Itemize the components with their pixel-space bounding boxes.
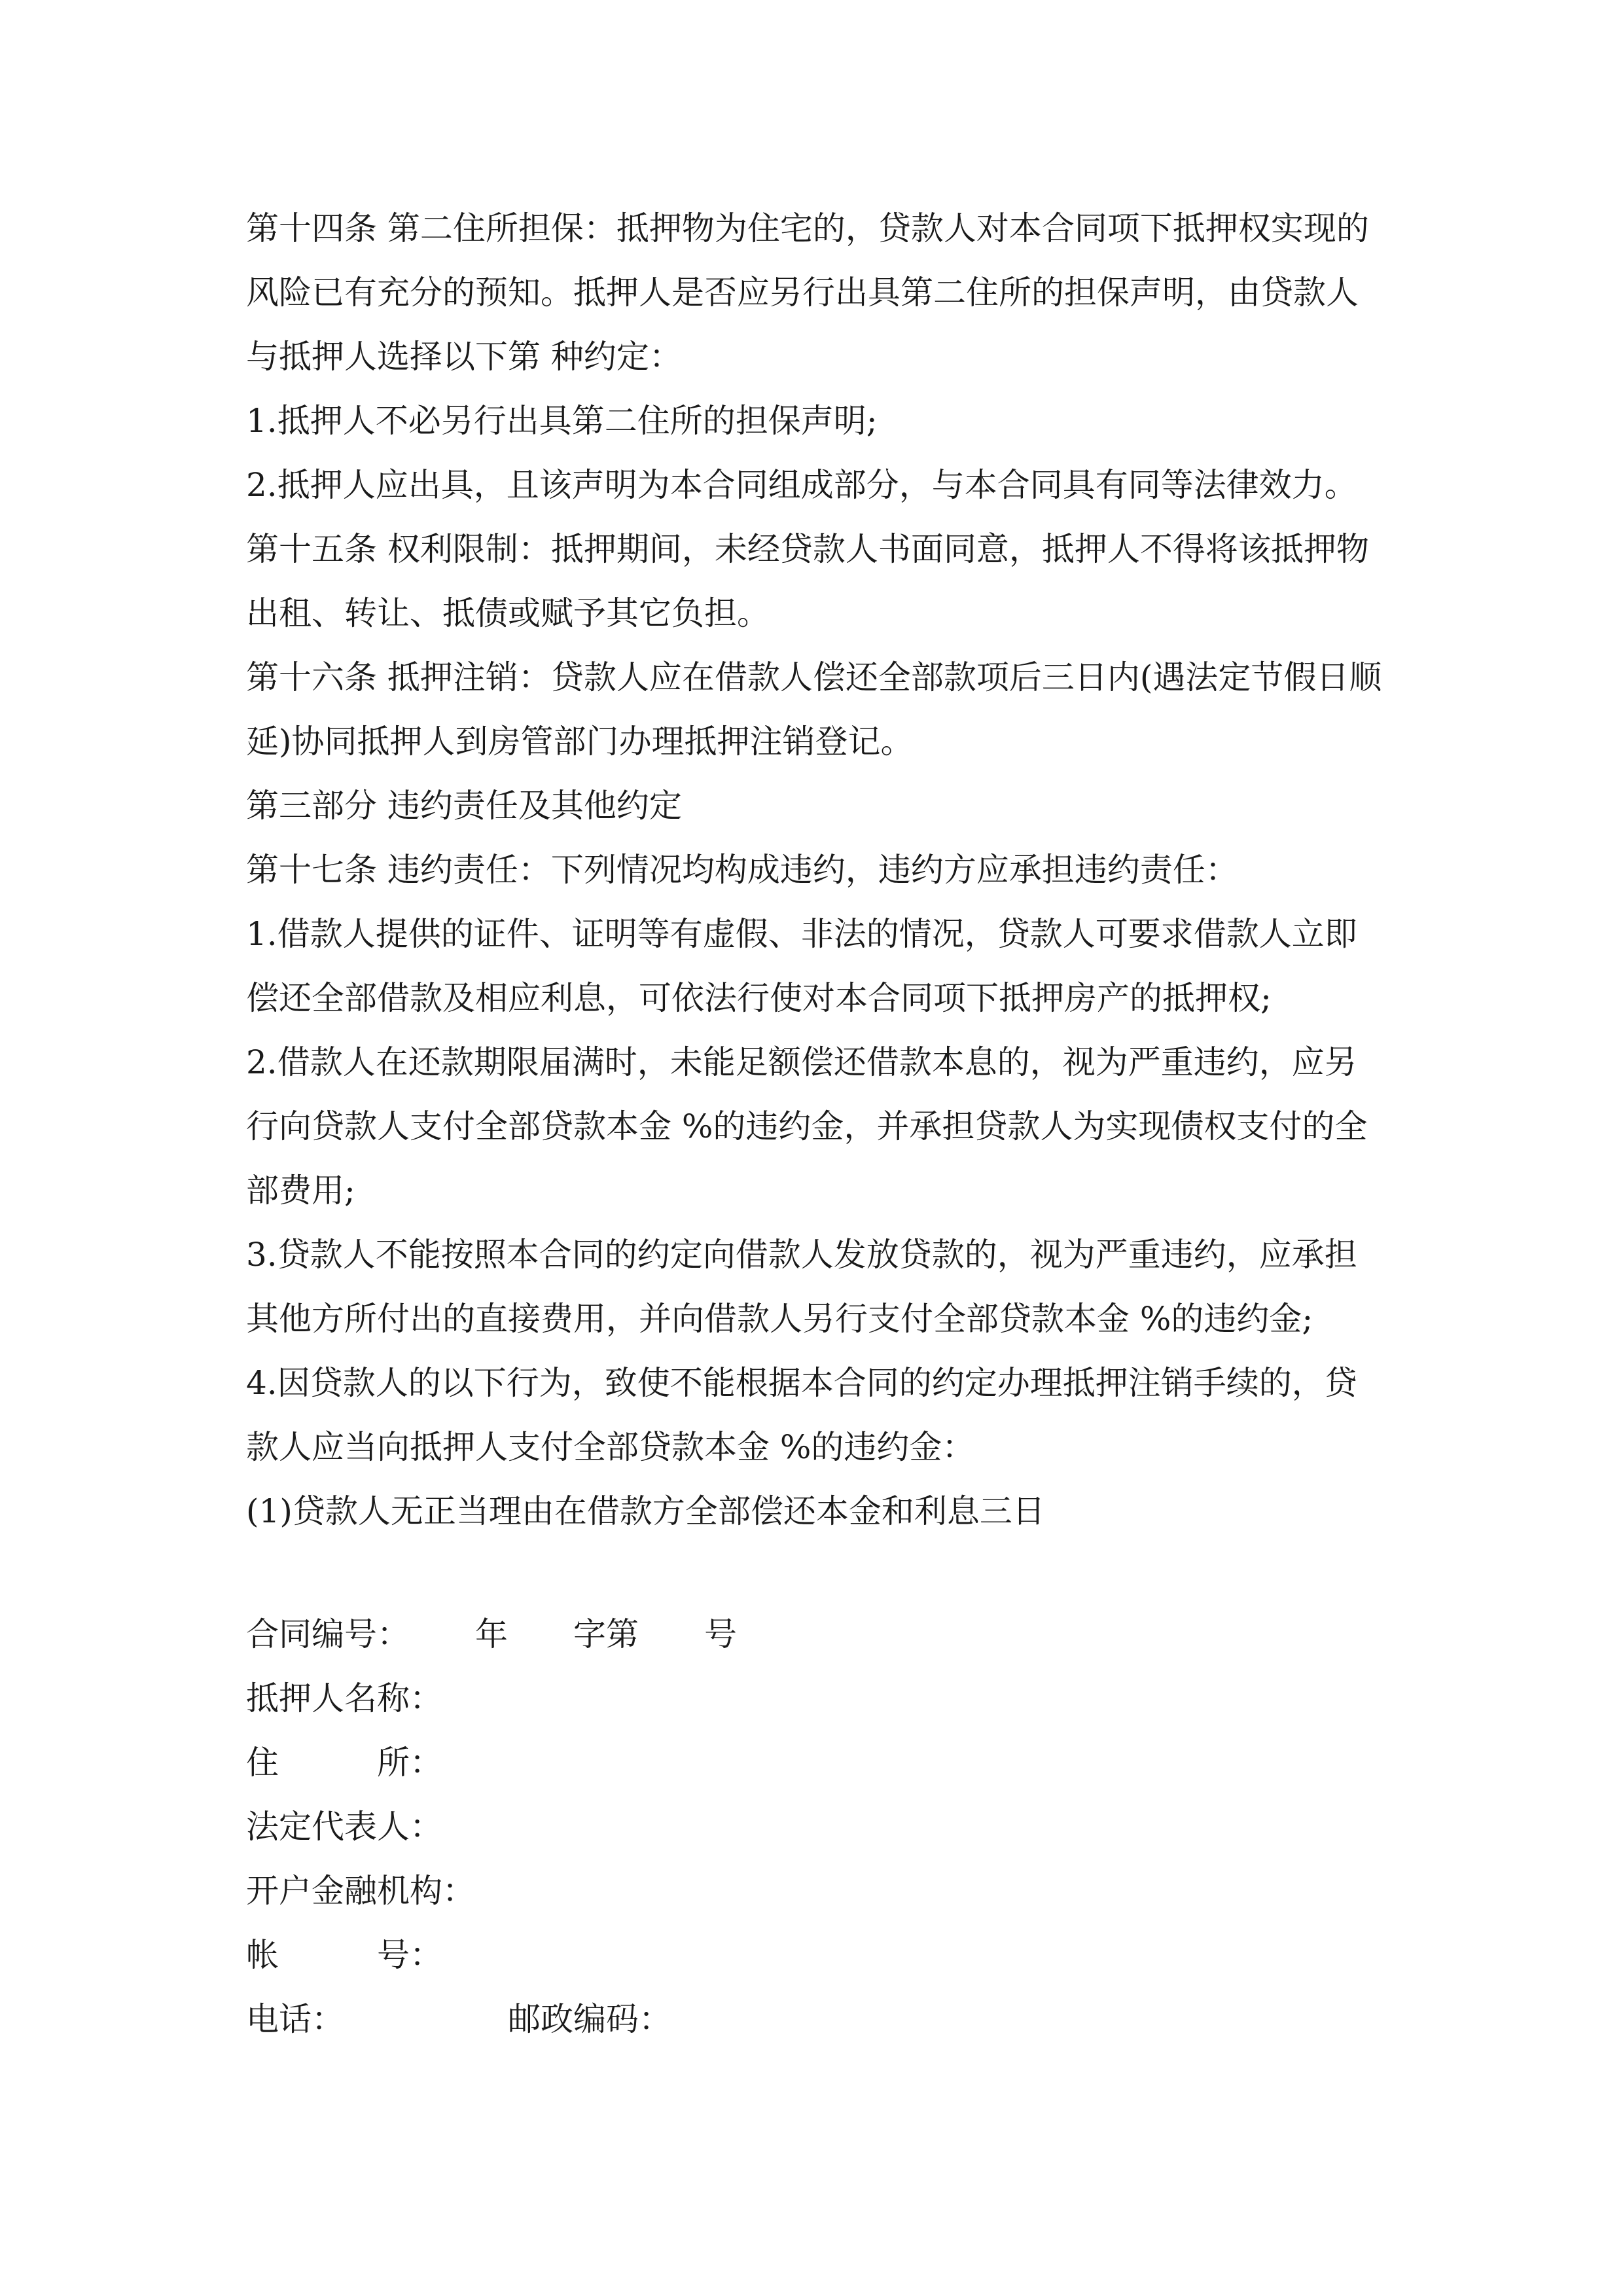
legal-rep-label: 法定代表人：	[246, 1808, 442, 1846]
contract-number-row	[246, 1602, 1385, 1666]
section-heading-part-3: 第三部分 违约责任及其他约定	[246, 787, 682, 825]
bank-row	[246, 1859, 1385, 1923]
article-17-item-1: 1.借款人提供的证件、证明等有虚假、非法的情况，贷款人可要求借款人立即偿还全部借款及相应利息，可依法行使对本合同项下抵押房产的抵押权;	[246, 915, 1357, 1017]
bank-label: 开户金融机构：	[246, 1872, 475, 1910]
party-info-form	[246, 1602, 1385, 2051]
article-14-option-2: 2.抵押人应出具，且该声明为本合同组成部分，与本合同具有同等法律效力。	[246, 466, 1357, 504]
contract-body	[246, 196, 1385, 1543]
address-row	[246, 1731, 1385, 1795]
contract-number-year: 年	[475, 1615, 508, 1653]
article-17-item-2: 2.借款人在还款期限届满时，未能足额偿还借款本息的，视为严重违约，应另行向贷款人支付全部贷款本金 %的违约金，并承担贷款人为实现债权支付的全部费用;	[246, 1043, 1368, 1210]
contract-number-hao: 号	[704, 1615, 737, 1653]
mortgagor-name-row	[246, 1666, 1385, 1731]
contract-number-label: 合同编号：	[246, 1615, 410, 1653]
legal-rep-row	[246, 1795, 1385, 1859]
account-label-part1: 帐	[246, 1936, 279, 1974]
address-label-part1: 住	[246, 1744, 279, 1782]
mortgagor-name-label: 抵押人名称：	[246, 1679, 442, 1717]
account-label-part2: 号：	[377, 1936, 442, 1974]
phone-label: 电话：	[246, 2000, 344, 2038]
article-16: 第十六条 抵押注销：贷款人应在借款人偿还全部款项后三日内(遇法定节假日顺延)协同抵押人到房管部门办理抵押注销登记。	[246, 658, 1382, 761]
article-17-item-4-sub-1: (1)贷款人无正当理由在借款方全部偿还本金和利息三日	[246, 1492, 1045, 1530]
article-17-item-3: 3.贷款人不能按照本合同的约定向借款人发放贷款的，视为严重违约，应承担其他方所付出的直接费用，并向借款人另行支付全部贷款本金 %的违约金;	[246, 1236, 1357, 1338]
address-label-part2: 所：	[377, 1744, 442, 1782]
article-17: 第十七条 违约责任：下列情况均构成违约，违约方应承担违约责任：	[246, 851, 1238, 889]
article-17-item-4: 4.因贷款人的以下行为，致使不能根据本合同的约定办理抵押注销手续的，贷款人应当向抵押人支付全部贷款本金 %的违约金：	[246, 1364, 1357, 1466]
article-15: 第十五条 权利限制：抵押期间，未经贷款人书面同意，抵押人不得将该抵押物出租、转让、抵债或赋予其它负担。	[246, 530, 1369, 632]
phone-postcode-row	[246, 1987, 1385, 2051]
article-14-option-1: 1.抵押人不必另行出具第二住所的担保声明;	[246, 402, 878, 440]
postcode-label: 邮政编码：	[508, 2000, 671, 2038]
contract-number-zidi: 字第	[573, 1615, 639, 1653]
account-row	[246, 1923, 1385, 1987]
article-14: 第十四条 第二住所担保：抵押物为住宅的，贷款人对本合同项下抵押权实现的风险已有充分的预知。抵押人是否应另行出具第二住所的担保声明，由贷款人与抵押人选择以下第 种约定：	[246, 209, 1369, 376]
